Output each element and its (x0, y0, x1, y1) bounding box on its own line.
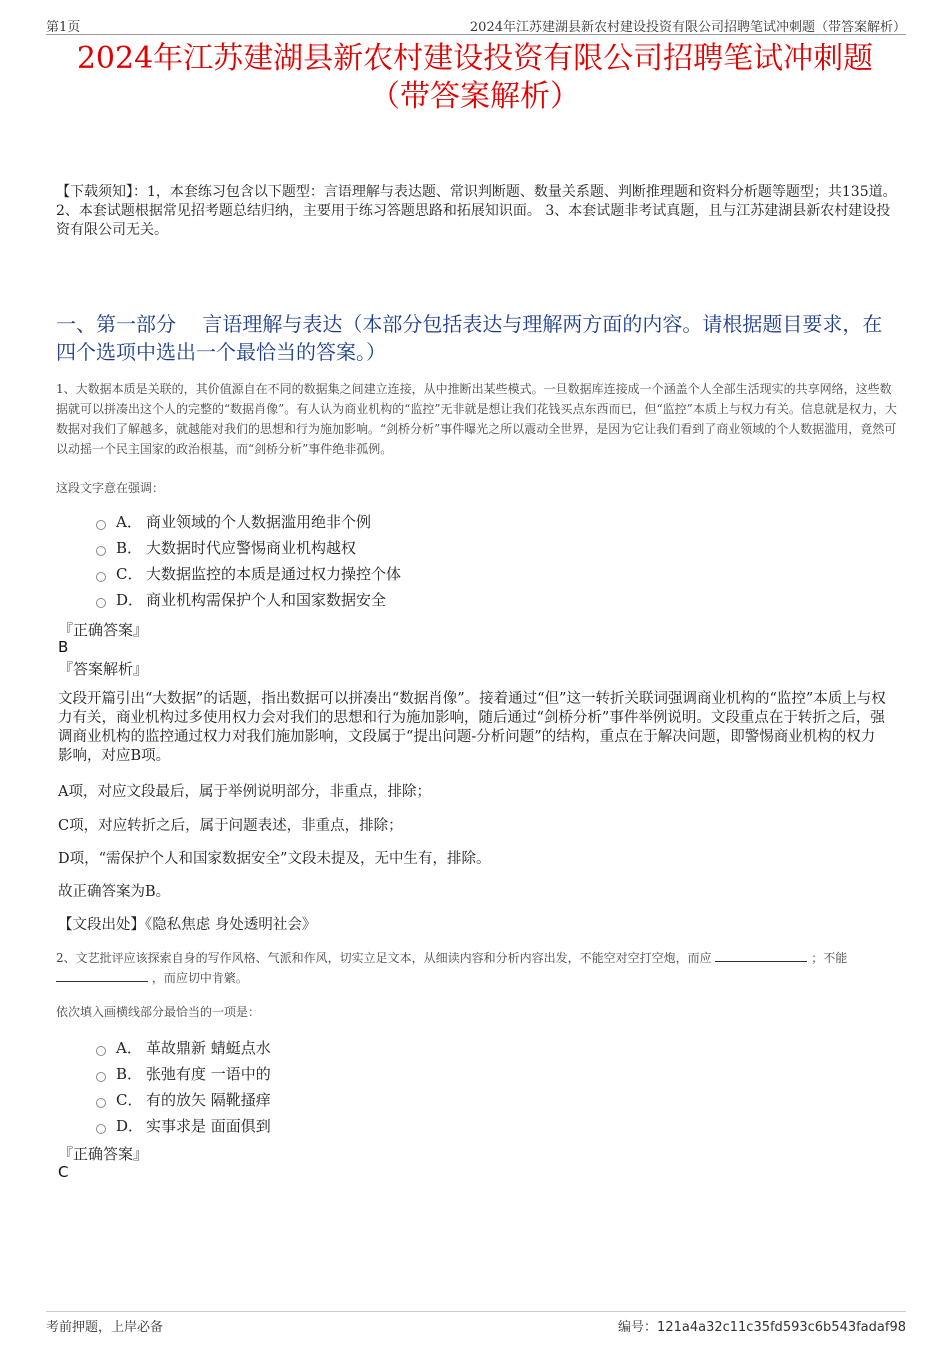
title-line-1: 2024年江苏建湖县新农村建设投资有限公司招聘笔试冲刺题 (76, 41, 874, 76)
radio-icon[interactable] (96, 546, 106, 556)
analysis-note-d: D项，“需保护个人和国家数据安全”文段未提及，无中生有，排除。 (58, 851, 491, 867)
radio-icon[interactable] (96, 1124, 106, 1134)
question-1-prompt: 这段文字意在强调： (56, 481, 165, 495)
option-d[interactable]: D． 商业机构需保护个人和国家数据安全 (96, 587, 401, 613)
download-notice: 【下载须知】：1，本套练习包含以下题型：言语理解与表达题、常识判断题、数量关系题、判断推理题和资料分析题等题型；共135道。 2、本套试题根据常见招考题总结归纳，主要用于练习答题思路和拓展知识面。 3、本套试题非考试真题，且与江苏建湖县新农村建设投资有限公司无关。 (56, 184, 897, 238)
section-heading: 一、第一部分 言语理解与表达（本部分包括表达与理解两方面的内容。请根据题目要求，在四个选项中选出一个最恰当的答案。） (56, 312, 883, 364)
answer-label: 『正确答案』 (58, 1145, 149, 1163)
header-doc-title: 2024年江苏建湖县新农村建设投资有限公司招聘笔试冲刺题（带答案解析） (469, 20, 906, 35)
footer-slogan: 考前押题，上岸必备 (46, 1320, 164, 1335)
analysis-conclusion: 故正确答案为B。 (58, 884, 171, 900)
analysis-text: 文段开篇引出“大数据”的话题，指出数据可以拼凑出“数据肖像”。接着通过“但”这一转折关联词强调商业机构的“监控”本质上与权力有关，商业机构过多使用权力会对我们的思想和行为施加影响，随后通过“剑桥分析”事件举例说明。文段重点在于转折之后，强调商业机构的监控通过权力对我们施加影响，文段属于“提出问题-分析问题”的结构，重点在于解决问题，即警惕商业机构的权力影响，对应B项。 (58, 691, 886, 764)
answer-blank (56, 969, 148, 982)
analysis-note-a: A项，对应文段最后，属于举例说明部分，非重点，排除； (58, 784, 431, 800)
question-2-text: 2、文艺批评应该探索自身的写作风格、气派和作风，切实立足文本，从细读内容和分析内容出发，不能空对空打空炮，而应 ；不能 ，而应切中肯綮。 (56, 951, 848, 985)
option-a[interactable]: A． 革故鼎新 蜻蜓点水 (96, 1035, 271, 1061)
answer-value: B (58, 638, 69, 656)
page-header (46, 14, 906, 35)
question-2-prompt: 依次填入画横线部分最恰当的一项是： (56, 1005, 261, 1019)
option-c[interactable]: C． 有的放矢 隔靴搔痒 (96, 1087, 271, 1113)
option-d[interactable]: D． 实事求是 面面俱到 (96, 1113, 271, 1139)
radio-icon[interactable] (96, 1072, 106, 1082)
radio-icon[interactable] (96, 520, 106, 530)
option-a[interactable]: A． 商业领域的个人数据滥用绝非个例 (96, 509, 401, 535)
option-b[interactable]: B． 张弛有度 一语中的 (96, 1061, 271, 1087)
question-1-options (96, 509, 401, 613)
radio-icon[interactable] (96, 1098, 106, 1108)
text-source: 【文段出处】《隐私焦虑 身处透明社会》 (58, 917, 317, 933)
footer-serial: 编号：121a4a32c11c35fd593c6b543fadaf98 (618, 1320, 906, 1335)
analysis-note-c: C项，对应转折之后，属于问题表述，非重点，排除； (58, 818, 403, 834)
radio-icon[interactable] (96, 1046, 106, 1056)
radio-icon[interactable] (96, 572, 106, 582)
question-1-text: 1、大数据本质是关联的，其价值源自在不同的数据集之间建立连接，从中推断出某些模式。一旦数据库连接成一个涵盖个人全部生活现实的共享网络，这些数据就可以拼凑出这个人的完整的“数据肖像”。有人认为商业机构的“监控”无非就是想让我们花钱买点东西而已，但“监控”本质上与权力有关。信息就是权力，大数据对我们了解越多，就越能对我们的思想和行为施加影响。“剑桥分析”事件曝光之所以震动全世界，是因为它让我们看到了商业领域的个人数据滥用，竟然可以动摇一个民主国家的政治根基，而“剑桥分析”事件绝非孤例。 (56, 382, 897, 456)
answer-blank (715, 949, 807, 962)
analysis-label: 『答案解析』 (58, 660, 149, 678)
title-line-2: （带答案解析） (370, 79, 580, 114)
option-b[interactable]: B． 大数据时代应警惕商业机构越权 (96, 535, 401, 561)
page-footer (46, 1311, 906, 1334)
answer-value: C (58, 1163, 69, 1181)
document-title (40, 40, 910, 116)
answer-label: 『正确答案』 (58, 621, 149, 639)
option-c[interactable]: C． 大数据监控的本质是通过权力操控个体 (96, 561, 401, 587)
question-2-options (96, 1035, 271, 1139)
page-number: 第1页 (46, 20, 81, 35)
radio-icon[interactable] (96, 598, 106, 608)
